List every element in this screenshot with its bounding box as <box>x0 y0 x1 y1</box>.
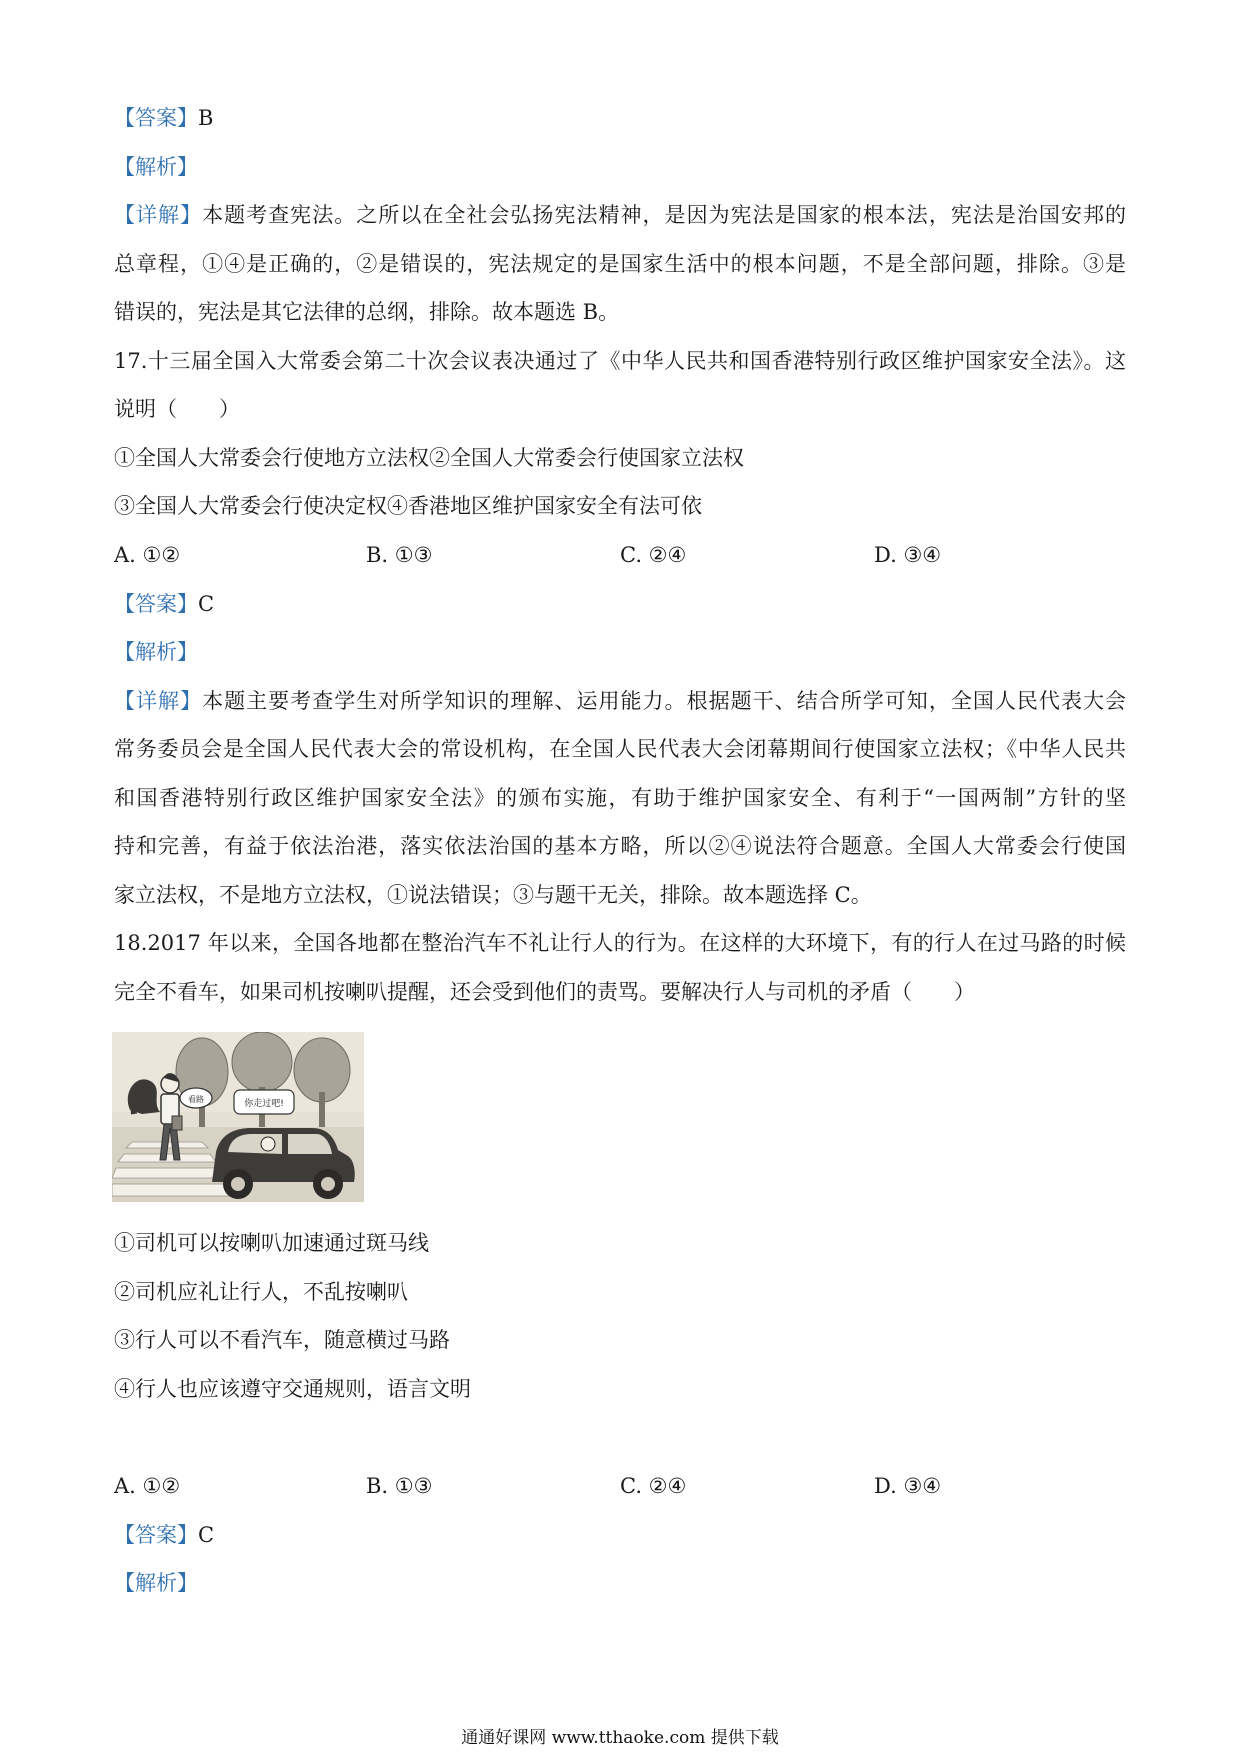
answer-value: B <box>198 106 214 130</box>
bubble-left-text: 看路 <box>188 1095 204 1104</box>
q18-option-d: D. ③④ <box>874 1474 942 1498</box>
q17-statement-2: ③全国人大常委会行使决定权④香港地区维护国家安全有法可依 <box>114 494 702 518</box>
q18-analysis-tag: 【解析】 <box>114 1571 198 1595</box>
q17-detail-line-5: 家立法权，不是地方立法权，①说法错误；③与题干无关，排除。故本题选择 C。 <box>114 883 872 907</box>
q16-detail-line-2: 总章程，①④是正确的，②是错误的，宪法规定的是国家生活中的根本问题，不是全部问题，排除。③是 <box>114 252 1126 276</box>
crosswalk-cartoon <box>112 1032 364 1202</box>
q18-statement-3: ③行人可以不看汽车，随意横过马路 <box>114 1328 450 1352</box>
q18-statement-2: ②司机应礼让行人，不乱按喇叭 <box>114 1280 408 1304</box>
q18-statement-4: ④行人也应该遵守交通规则，语言文明 <box>114 1377 471 1401</box>
q17-analysis-tag: 【解析】 <box>114 640 198 664</box>
q17-detail-line-2: 常务委员会是全国人民代表大会的常设机构，在全国人民代表大会闭幕期间行使国家立法权；《中华人民共 <box>114 737 1126 761</box>
q18-stem-line-2: 完全不看车，如果司机按喇叭提醒，还会受到他们的责骂。要解决行人与司机的矛盾（ ） <box>114 980 975 1004</box>
q16-detail-line-3: 错误的，宪法是其它法律的总纲，排除。故本题选 B。 <box>114 300 620 324</box>
q18-option-c: C. ②④ <box>620 1474 687 1498</box>
q16-detail-line-1: 【详解】本题考查宪法。之所以在全社会弘扬宪法精神，是因为宪法是国家的根本法，宪法是治国安邦的 <box>114 203 1127 227</box>
answer-tag: 【答案】 <box>114 592 198 616</box>
q18-option-a: A. ①② <box>114 1474 181 1498</box>
q17-option-b: B. ①③ <box>366 543 433 567</box>
q17-detail-line-3: 和国香港特别行政区维护国家安全法》的颁布实施，有助于维护国家安全、有利于“一国两制”方针的坚 <box>114 786 1126 810</box>
answer-value: C <box>198 592 215 616</box>
q18-statement-1: ①司机可以按喇叭加速通过斑马线 <box>114 1231 429 1255</box>
page-footer: 通通好课网 www.tthaoke.com 提供下载 <box>461 1728 779 1748</box>
q17-option-c: C. ②④ <box>620 543 687 567</box>
crosswalk-cartoon-drawing <box>112 1032 364 1202</box>
q16-analysis-tag: 【解析】 <box>114 155 198 179</box>
q17-statement-1: ①全国人大常委会行使地方立法权②全国人大常委会行使国家立法权 <box>114 446 744 470</box>
q18-answer <box>114 1520 214 1550</box>
q18-stem-line-1: 18.2017 年以来，全国各地都在整治汽车不礼让行人的行为。在这样的大环境下，有的行人在过马路的时候 <box>114 931 1126 955</box>
bubble-right-text: 你走过吧! <box>244 1099 284 1109</box>
q18-option-b: B. ①③ <box>366 1474 433 1498</box>
q17-answer <box>114 589 214 619</box>
q17-detail-line-1: 【详解】本题主要考查学生对所学知识的理解、运用能力。根据题干、结合所学可知，全国人民代表大会 <box>114 689 1127 713</box>
q17-detail-line-4: 持和完善，有益于依法治港，落实依法治国的基本方略，所以②④说法符合题意。全国人大常委会行使国 <box>114 834 1126 858</box>
detail-tag: 【详解】 <box>114 203 203 227</box>
q17-stem-line-1: 17.十三届全国入大常委会第二十次会议表决通过了《中华人民共和国香港特别行政区维护国家安全法》。这 <box>114 349 1126 373</box>
q17-stem-line-2: 说明（ ） <box>114 397 240 421</box>
detail-tag: 【详解】 <box>114 689 203 713</box>
answer-tag: 【答案】 <box>114 106 198 130</box>
q17-option-d: D. ③④ <box>874 543 942 567</box>
answer-value: C <box>198 1523 215 1547</box>
q17-option-a: A. ①② <box>114 543 181 567</box>
q16-answer <box>114 103 213 133</box>
answer-tag: 【答案】 <box>114 1523 198 1547</box>
